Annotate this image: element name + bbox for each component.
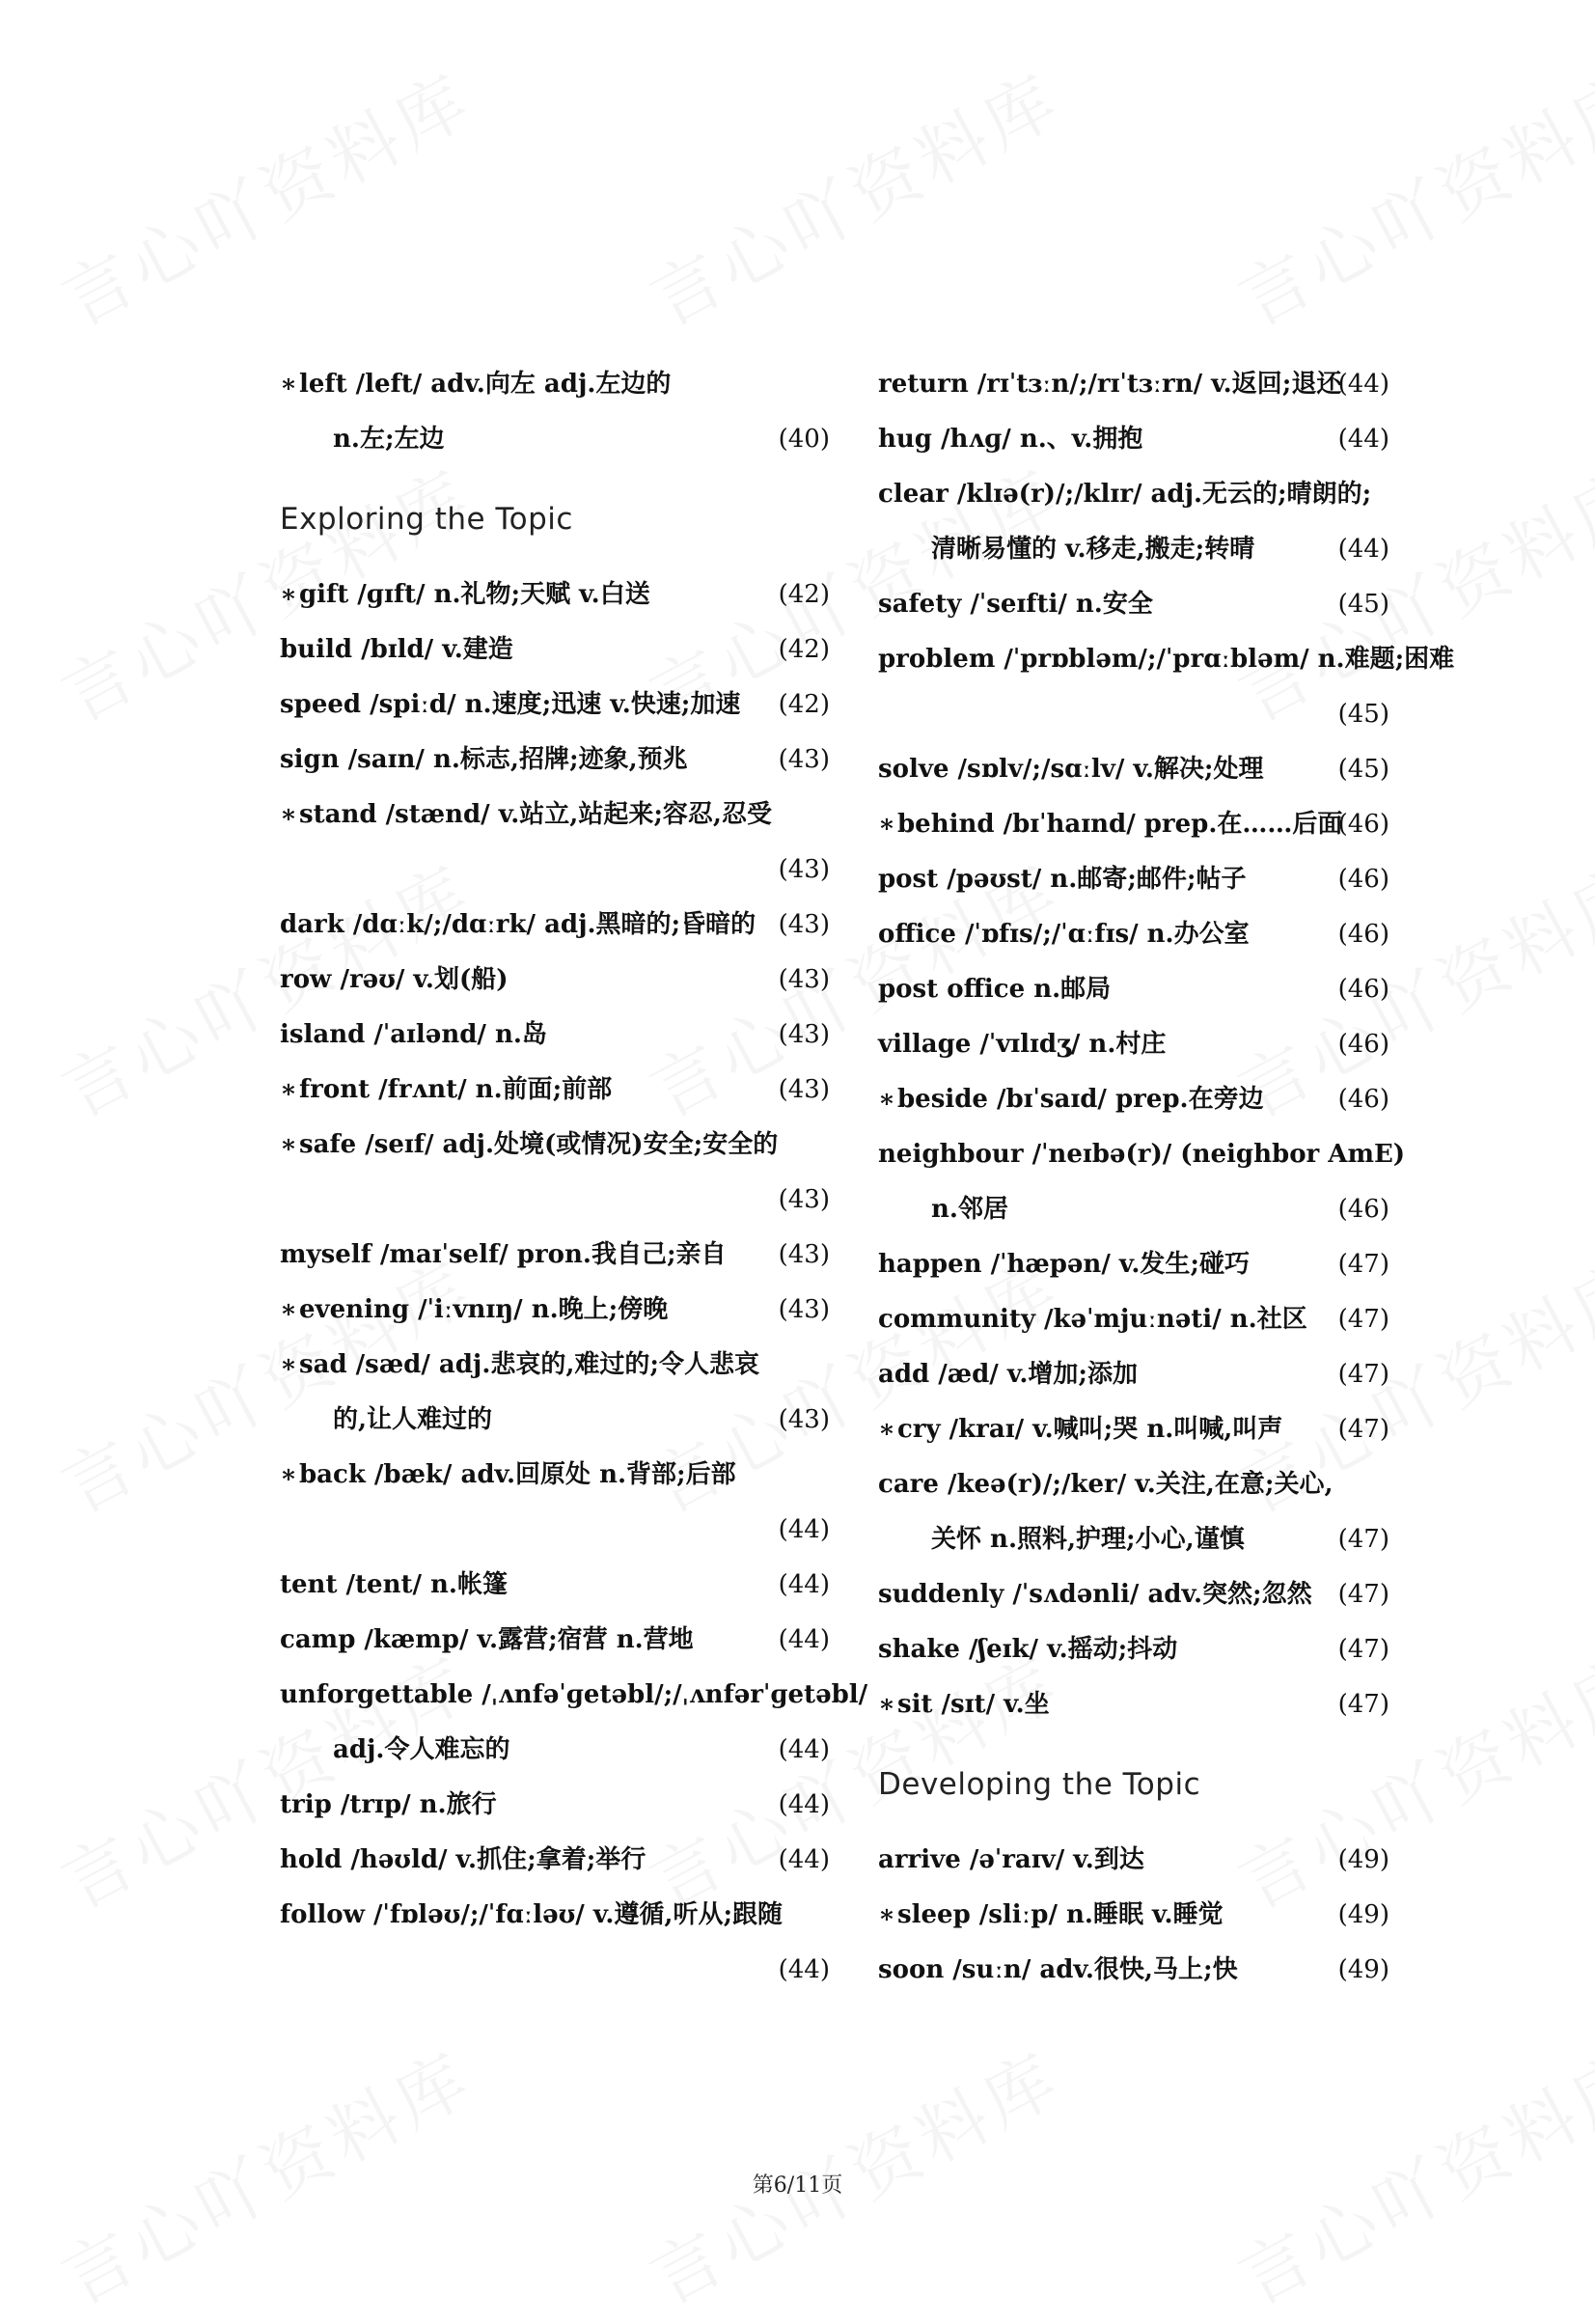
vocab-text: hold /həʊld/ v.抓住;拿着;举行	[280, 1845, 646, 1874]
vocab-entry	[280, 788, 830, 898]
vocab-text: safe /seɪf/ adj.处境(或情况)安全;安全的	[298, 1130, 779, 1159]
vocab-entry	[280, 1833, 830, 1888]
page-ref: (43)	[778, 1405, 830, 1434]
vocab-entry	[280, 953, 830, 1008]
vocab-entry	[878, 1127, 1406, 1237]
vocab-text: row /rəʊ/ v.划(船)	[280, 965, 509, 994]
vocab-entry	[280, 898, 830, 953]
vocab-text: sit /sɪt/ v.坐	[896, 1690, 1050, 1719]
vocab-continuation: 的,让人难过的	[333, 1405, 493, 1434]
page-ref: (45)	[1337, 755, 1389, 784]
vocab-continuation: 关怀 n.照料,护理;小心,谨慎	[931, 1525, 1245, 1554]
vocab-text: care /keə(r)/;/ker/ v.关注,在意;关心,	[878, 1470, 1334, 1499]
vocab-entry	[878, 1677, 1389, 1732]
watermark-text	[630, 44, 1076, 346]
star-marker: ∗	[280, 370, 297, 399]
vocab-text: cry /kraɪ/ v.喊叫;哭 n.叫喊,叫声	[896, 1415, 1283, 1444]
vocab-text: problem /ˈprɒbləm/;/ˈprɑːbləm/ n.难题;困难	[878, 645, 1455, 674]
vocab-entry	[878, 632, 1455, 742]
vocab-continuation: adj.令人难忘的	[333, 1735, 510, 1764]
vocab-text: add /æd/ v.增加;添加	[878, 1360, 1138, 1389]
page-footer: 第6/11页	[752, 2173, 843, 2198]
vocab-text: sad /sæd/ adj.悲哀的,难过的;令人悲哀	[298, 1350, 760, 1379]
page-ref: (43)	[778, 745, 830, 774]
vocab-entry	[878, 1943, 1389, 1998]
vocab-continuation: n.邻居	[931, 1195, 1008, 1224]
vocab-text: speed /spiːd/ n.速度;迅速 v.快速;加速	[280, 690, 741, 719]
page-ref: (46)	[1337, 920, 1389, 949]
vocab-text: office /ˈɒfɪs/;/ˈɑːfɪs/ n.办公室	[878, 920, 1250, 949]
vocab-entry	[878, 907, 1389, 962]
vocab-text: behind /bɪˈhaɪnd/ prep.在……后面	[896, 810, 1343, 839]
star-marker: ∗	[878, 1415, 895, 1444]
vocab-entry	[878, 1457, 1389, 1567]
page-ref: (44)	[1337, 425, 1389, 454]
vocab-continuation-blank	[280, 843, 762, 898]
star-marker: ∗	[878, 1690, 895, 1719]
vocab-entry	[878, 1237, 1389, 1292]
vocab-continuation: n.左;左边	[333, 425, 445, 454]
page-ref: (43)	[778, 1295, 830, 1324]
page-ref: (43)	[778, 1020, 830, 1049]
page-ref: (45)	[1337, 590, 1389, 619]
vocab-text: happen /ˈhæpən/ v.发生;碰巧	[878, 1250, 1251, 1279]
vocab-continuation-blank	[280, 1173, 762, 1228]
section-heading: Developing the Topic	[878, 1767, 1201, 1802]
vocab-entry	[878, 1017, 1389, 1072]
page-ref: (44)	[1337, 535, 1389, 564]
vocab-entry	[280, 567, 830, 622]
vocab-entry	[878, 797, 1389, 852]
vocab-text: stand /stænd/ v.站立,站起来;容忍,忍受	[298, 800, 772, 829]
page-ref: (42)	[778, 690, 830, 719]
page-ref: (47)	[1337, 1250, 1389, 1279]
vocab-entry	[280, 1558, 830, 1613]
page-ref: (46)	[1337, 1195, 1389, 1224]
vocab-continuation-blank	[280, 1503, 762, 1558]
vocab-text: follow /ˈfɒləʊ/;/ˈfɑːləʊ/ v.遵循,听从;跟随	[280, 1900, 784, 1929]
vocab-entry	[878, 1833, 1389, 1888]
vocab-entry	[878, 1567, 1389, 1622]
vocab-text: left /left/ adv.向左 adj.左边的	[298, 370, 672, 399]
watermark-text	[1219, 44, 1595, 346]
vocab-entry	[878, 852, 1389, 907]
vocab-entry	[280, 1668, 868, 1778]
page-ref: (43)	[778, 1240, 830, 1269]
vocab-entry	[280, 1008, 830, 1063]
page-ref: (44)	[778, 1955, 830, 1984]
page-ref: (47)	[1337, 1635, 1389, 1664]
vocab-entry	[280, 1063, 830, 1118]
vocab-text: community /kəˈmjuːnəti/ n.社区	[878, 1305, 1307, 1334]
vocab-entry	[280, 357, 830, 467]
page-ref: (49)	[1337, 1845, 1389, 1874]
vocab-text: sleep /sliːp/ n.睡眠 v.睡觉	[896, 1900, 1224, 1929]
vocab-entry	[878, 1292, 1389, 1347]
vocab-text: clear /klɪə(r)/;/klɪr/ adj.无云的;晴朗的;	[878, 480, 1372, 509]
star-marker: ∗	[280, 1460, 297, 1489]
vocab-text: myself /maɪˈself/ pron.我自己;亲自	[280, 1240, 727, 1269]
vocab-entry	[280, 1118, 830, 1228]
vocab-entry	[878, 412, 1389, 467]
star-marker: ∗	[878, 1085, 895, 1114]
star-marker: ∗	[878, 810, 895, 839]
vocab-text: tent /tent/ n.帐篷	[280, 1570, 508, 1599]
vocab-entry	[878, 962, 1389, 1017]
page-ref: (43)	[778, 965, 830, 994]
vocab-entry	[878, 742, 1389, 797]
page-ref: (46)	[1337, 1085, 1389, 1114]
vocab-entry	[280, 1888, 830, 1998]
vocab-entry	[878, 1622, 1389, 1677]
right-column	[878, 357, 1455, 1998]
page-ref: (45)	[1337, 700, 1389, 729]
page-ref: (49)	[1337, 1955, 1389, 1984]
vocab-continuation-blank	[878, 687, 1322, 742]
vocab-text: village /ˈvɪlɪdʒ/ n.村庄	[878, 1030, 1167, 1059]
vocab-text: soon /suːn/ adv.很快,马上;快	[878, 1955, 1238, 1984]
page-ref: (44)	[778, 1735, 830, 1764]
page-ref: (43)	[778, 855, 830, 884]
page-ref: (42)	[778, 580, 830, 609]
page-ref: (42)	[778, 635, 830, 664]
page-ref: (47)	[1337, 1580, 1389, 1609]
vocab-text: post office n.邮局	[878, 975, 1112, 1004]
vocab-entry	[878, 1402, 1389, 1457]
vocab-entry	[878, 357, 1389, 412]
vocab-text: camp /kæmp/ v.露营;宿营 n.营地	[280, 1625, 694, 1654]
page-ref: (47)	[1337, 1305, 1389, 1334]
vocab-entry	[878, 1347, 1389, 1402]
star-marker: ∗	[280, 1350, 297, 1379]
vocab-text: suddenly /ˈsʌdənli/ adv.突然;忽然	[878, 1580, 1312, 1609]
page-ref: (44)	[778, 1790, 830, 1819]
vocab-entry	[878, 577, 1389, 632]
page-ref: (43)	[778, 1185, 830, 1214]
page-ref: (47)	[1337, 1525, 1389, 1554]
star-marker: ∗	[280, 1295, 297, 1324]
page-ref: (44)	[1337, 370, 1389, 399]
vocab-text: trip /trɪp/ n.旅行	[280, 1790, 497, 1819]
vocab-text: post /pəʊst/ n.邮寄;邮件;帖子	[878, 865, 1247, 894]
vocab-text: solve /sɒlv/;/sɑːlv/ v.解决;处理	[878, 755, 1264, 784]
vocab-text: hug /hʌɡ/ n.、v.拥抱	[878, 425, 1143, 454]
vocab-text: front /frʌnt/ n.前面;前部	[298, 1075, 613, 1104]
section-heading: Exploring the Topic	[280, 502, 573, 537]
vocab-text: gift /ɡɪft/ n.礼物;天赋 v.白送	[298, 580, 650, 609]
vocab-continuation-blank	[280, 1943, 762, 1998]
page-ref: (43)	[778, 910, 830, 939]
left-column	[280, 357, 868, 1998]
vocab-entry	[878, 1072, 1389, 1127]
page-ref: (49)	[1337, 1900, 1389, 1929]
page-ref: (47)	[1337, 1690, 1389, 1719]
vocab-text: beside /bɪˈsaɪd/ prep.在旁边	[896, 1085, 1264, 1114]
vocab-text: evening /ˈiːvnɪŋ/ n.晚上;傍晚	[298, 1295, 669, 1324]
page-ref: (44)	[778, 1515, 830, 1544]
page-ref: (47)	[1337, 1415, 1389, 1444]
vocab-text: island /ˈaɪlənd/ n.岛	[280, 1020, 547, 1049]
page-ref: (44)	[778, 1625, 830, 1654]
star-marker: ∗	[280, 580, 297, 609]
vocab-text: safety /ˈseɪfti/ n.安全	[878, 590, 1153, 619]
vocab-text: build /bɪld/ v.建造	[280, 635, 513, 664]
vocab-entry	[280, 1338, 830, 1448]
vocab-entry	[280, 1778, 830, 1833]
star-marker: ∗	[280, 1075, 297, 1104]
vocab-text: sign /saɪn/ n.标志,招牌;迹象,预兆	[280, 745, 688, 774]
page-ref: (46)	[1337, 1030, 1389, 1059]
page-ref: (46)	[1337, 810, 1389, 839]
vocab-entry	[878, 467, 1389, 577]
vocab-text: unforgettable /ˌʌnfəˈɡetəbl/;/ˌʌnfərˈɡetəbl/	[280, 1680, 868, 1709]
vocab-entry	[878, 1888, 1389, 1943]
vocab-text: back /bæk/ adv.回原处 n.背部;后部	[298, 1460, 736, 1489]
watermark-text	[41, 44, 487, 346]
vocab-entry	[280, 1283, 830, 1338]
vocab-continuation: 清晰易懂的 v.移走,搬走;转晴	[931, 535, 1255, 564]
page-ref: (44)	[778, 1570, 830, 1599]
vocab-text: return /rɪˈtɜːn/;/rɪˈtɜːrn/ v.返回;退还	[878, 370, 1342, 399]
vocab-text: arrive /əˈraɪv/ v.到达	[878, 1845, 1144, 1874]
page-ref: (44)	[778, 1845, 830, 1874]
star-marker: ∗	[878, 1900, 895, 1929]
vocab-entry	[280, 678, 830, 733]
vocab-text: shake /ʃeɪk/ v.摇动;抖动	[878, 1635, 1178, 1664]
page-ref: (47)	[1337, 1360, 1389, 1389]
vocab-text: neighbour /ˈneɪbə(r)/ (neighbor AmE)	[878, 1140, 1406, 1169]
vocab-text: dark /dɑːk/;/dɑːrk/ adj.黑暗的;昏暗的	[280, 910, 756, 939]
page-ref: (40)	[778, 425, 830, 454]
vocab-entry	[280, 1448, 830, 1558]
page-ref: (46)	[1337, 865, 1389, 894]
page-ref: (43)	[778, 1075, 830, 1104]
star-marker: ∗	[280, 800, 297, 829]
vocab-entry	[280, 622, 830, 678]
vocab-entry	[280, 733, 830, 788]
page-ref: (46)	[1337, 975, 1389, 1004]
star-marker: ∗	[280, 1130, 297, 1159]
vocab-entry	[280, 1613, 830, 1668]
vocab-entry	[280, 1228, 830, 1283]
